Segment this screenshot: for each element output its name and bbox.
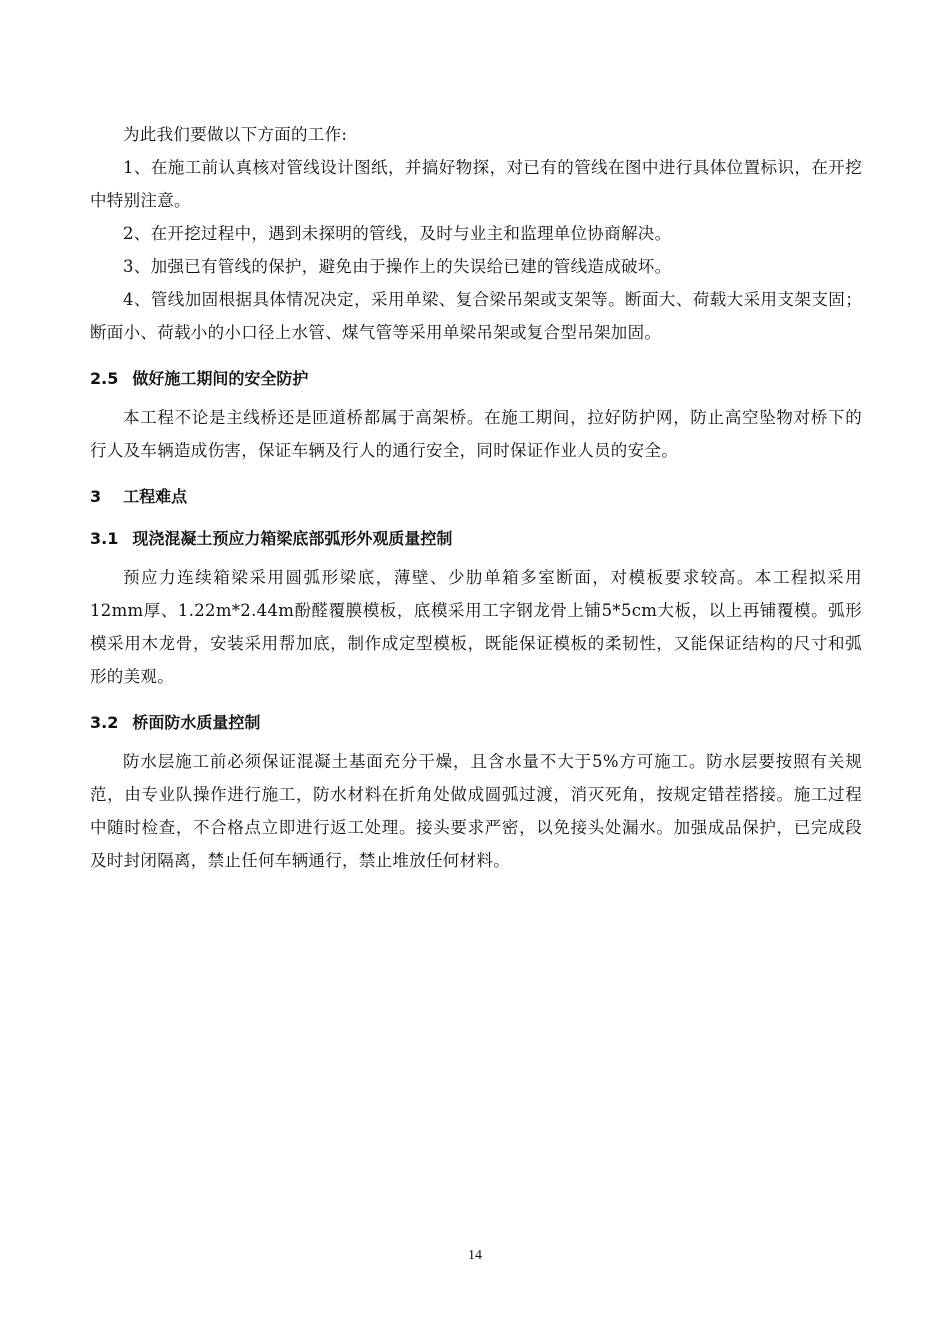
page-content xyxy=(90,118,862,877)
intro-item-1: 1、在施工前认真核对管线设计图纸，并搞好物探，对已有的管线在图中进行具体位置标识，在开挖中特别注意。 xyxy=(90,158,862,210)
section-2-5-body: 本工程不论是主线桥还是匝道桥都属于高架桥。在施工期间，拉好防护网，防止高空坠物对桥下的行人及车辆造成伤害，保证车辆及行人的通行安全，同时保证作业人员的安全。 xyxy=(90,408,862,460)
section-2-5-heading xyxy=(90,367,862,391)
section-3-number: 3 xyxy=(90,487,102,506)
intro-lead: 为此我们要做以下方面的工作: xyxy=(123,125,348,144)
section-3-2-body: 防水层施工前必须保证混凝土基面充分干燥，且含水量不大于5%方可施工。防水层要按照有关规范，由专业队操作进行施工，防水材料在折角处做成圆弧过渡，消灭死角，按规定错茬搭接。施工过程中随时检查，不合格点立即进行返工处理。接头要求严密，以免接头处漏水。加强成品保护，已完成段及时封闭隔离，禁止任何车辆通行，禁止堆放任何材料。 xyxy=(90,752,862,870)
section-3-2-title: 桥面防水质量控制 xyxy=(132,713,261,732)
section-3-1-title: 现浇混凝土预应力箱梁底部弧形外观质量控制 xyxy=(132,529,453,548)
section-3-1-body: 预应力连续箱梁采用圆弧形梁底，薄壁、少肋单箱多室断面，对模板要求较高。本工程拟采用12mm厚、1.22m*2.44m酚醛覆膜模板，底模采用工字钢龙骨上铺5*5cm大板，以上再铺覆模。弧形模采用木龙骨，安装采用帮加底，制作成定型模板，既能保证模板的柔韧性，又能保证结构的尺寸和弧形的美观。 xyxy=(90,568,862,686)
section-3-2-number: 3.2 xyxy=(90,713,119,732)
section-3-1-heading xyxy=(90,527,862,551)
section-3-title: 工程难点 xyxy=(123,487,188,506)
intro-item-4: 4、管线加固根据具体情况决定，采用单梁、复合梁吊架或支架等。断面大、荷载大采用支架支固；断面小、荷载小的小口径上水管、煤气管等采用单梁吊架或复合型吊架加固。 xyxy=(90,290,862,342)
section-3-1-number: 3.1 xyxy=(90,529,119,548)
intro-item-2: 2、在开挖过程中，遇到未探明的管线，及时与业主和监理单位协商解决。 xyxy=(123,224,672,243)
section-2-5-number: 2.5 xyxy=(90,369,119,388)
section-3-2-heading xyxy=(90,711,862,735)
page-number: 14 xyxy=(468,1248,482,1263)
section-3-heading xyxy=(90,485,862,509)
intro-item-3: 3、加强已有管线的保护，避免由于操作上的失误给已建的管线造成破坏。 xyxy=(123,257,672,276)
section-2-5-title: 做好施工期间的安全防护 xyxy=(132,369,309,388)
